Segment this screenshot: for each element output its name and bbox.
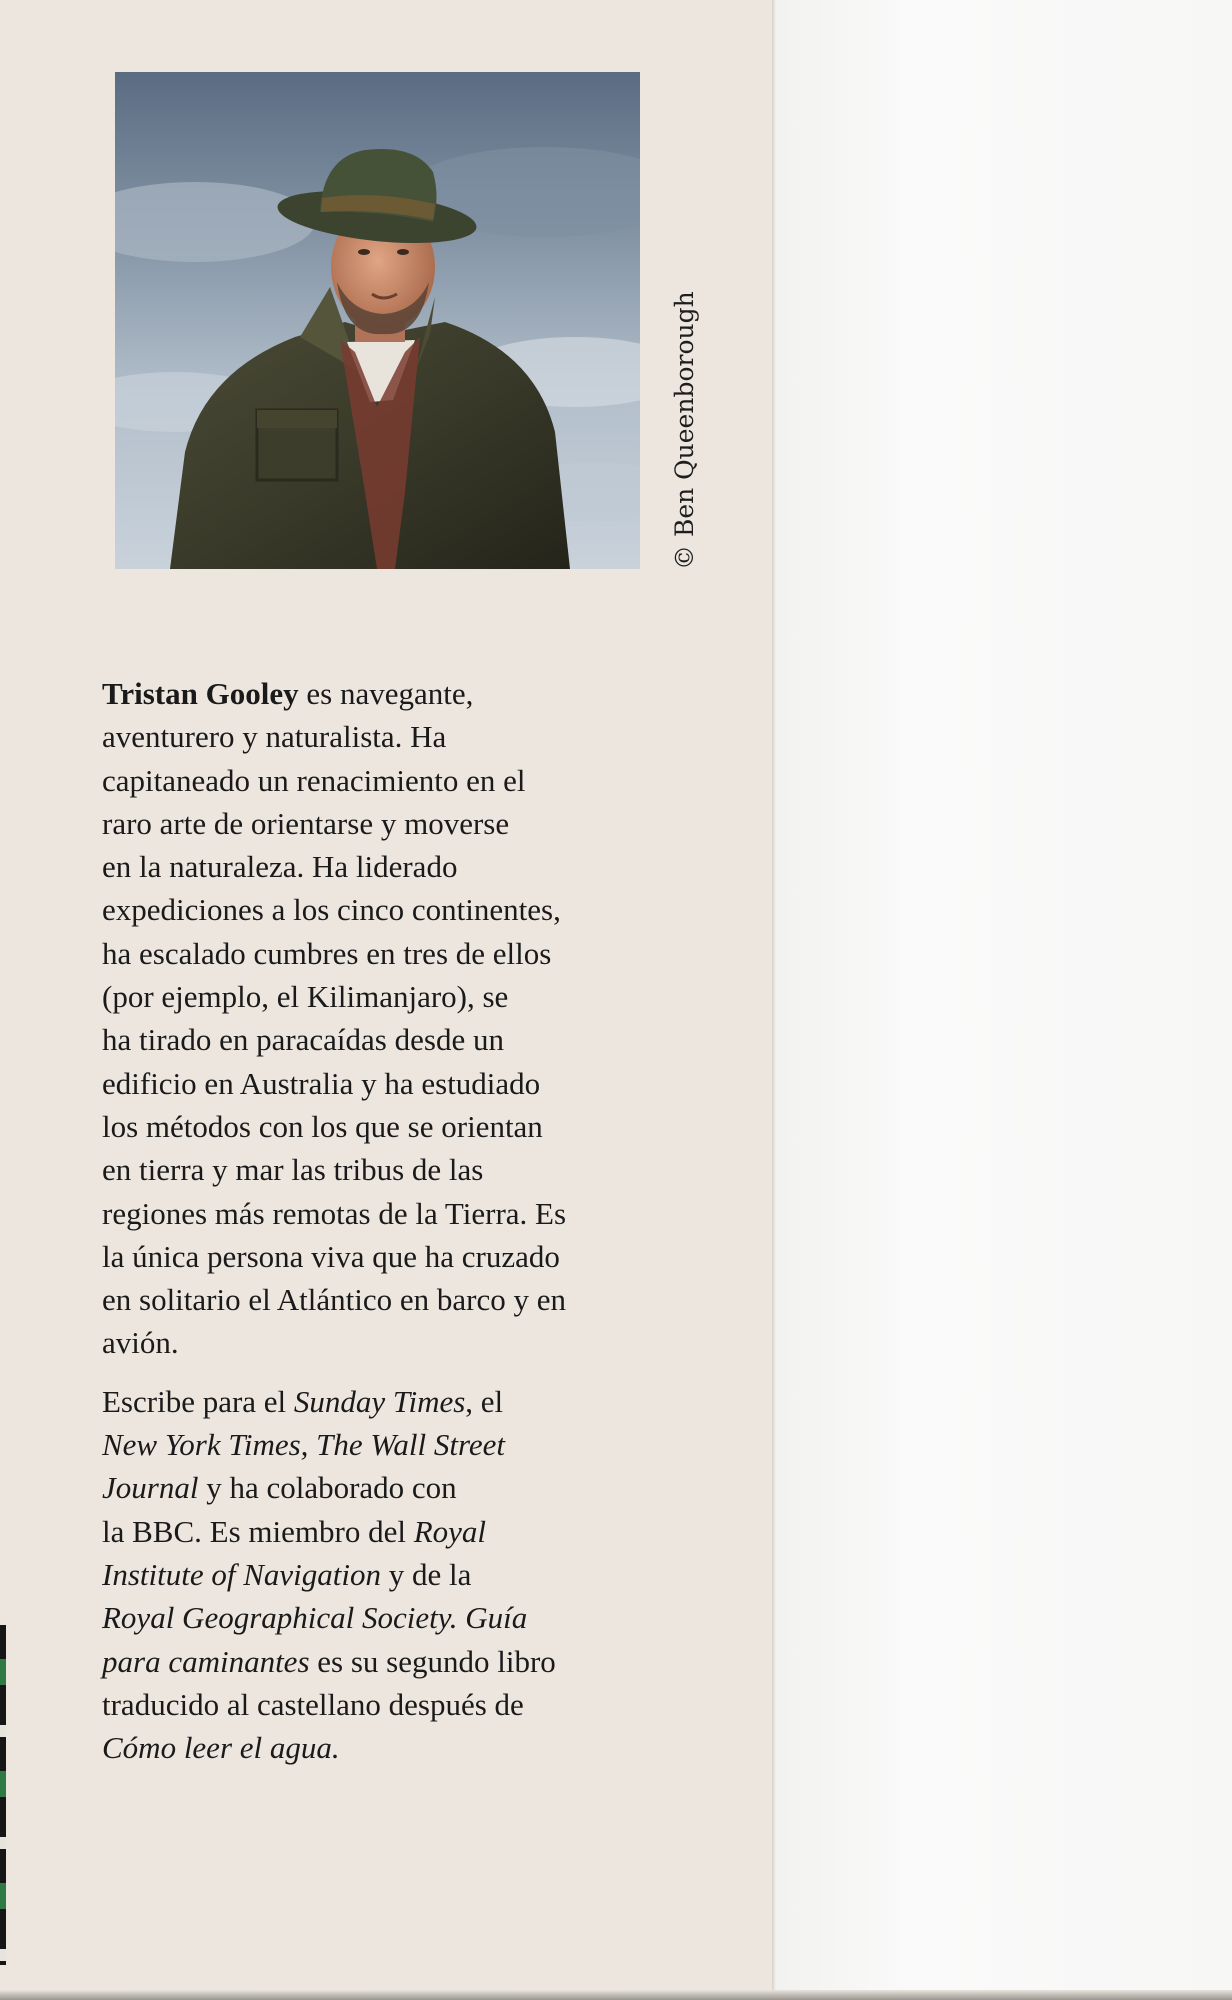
author-bio	[102, 672, 682, 1769]
bio-line: la única persona viva que ha cruzado	[102, 1238, 560, 1274]
bio-line: en solitario el Atlántico en barco y en	[102, 1282, 566, 1318]
bio-line: Royal Geographical Society. Guía	[102, 1600, 528, 1636]
bio-line: traducido al castellano después de	[102, 1686, 524, 1722]
bio-line: avión.	[102, 1325, 179, 1361]
bio-line: capitaneado un renacimiento en el	[102, 762, 526, 798]
flap-edge	[772, 0, 776, 2000]
bio-line: Institute of Navigation y de la	[102, 1556, 472, 1592]
author-photo	[115, 72, 640, 569]
bio-line: la BBC. Es miembro del Royal	[102, 1513, 487, 1549]
bio-line: para caminantes es su segundo libro	[102, 1643, 556, 1679]
bio-line: aventurero y naturalista. Ha	[102, 719, 447, 755]
bio-line: en tierra y mar las tribus de las	[102, 1152, 484, 1188]
bio-line: ha tirado en paracaídas desde un	[102, 1022, 504, 1058]
bio-line: (por ejemplo, el Kilimanjaro), se	[102, 979, 509, 1015]
bio-line: ha escalado cumbres en tres de ellos	[102, 935, 552, 971]
photo-credit: © Ben Queenborough	[670, 291, 699, 570]
bio-line: edificio en Australia y ha estudiado	[102, 1065, 541, 1101]
bio-paragraph-2	[102, 1380, 682, 1770]
facing-page	[776, 0, 1232, 2000]
bio-line: regiones más remotas de la Tierra. Es	[102, 1195, 567, 1231]
bio-line: en la naturaleza. Ha liderado	[102, 849, 458, 885]
bio-line: expediciones a los cinco continentes,	[102, 892, 561, 928]
author-name: Tristan Gooley	[102, 676, 299, 711]
bio-line: Tristan Gooley es navegante,	[102, 676, 474, 711]
bio-line: Journal y ha colaborado con	[102, 1470, 457, 1506]
barcode-strip	[0, 1625, 6, 1965]
bio-paragraph-1	[102, 672, 682, 1365]
bio-line: Cómo leer el agua.	[102, 1730, 340, 1766]
bio-line: Escribe para el Sunday Times, el	[102, 1383, 504, 1419]
page-bottom-edge	[0, 1990, 1232, 2000]
bio-line: New York Times, The Wall Street	[102, 1427, 506, 1463]
bio-line: raro arte de orientarse y moverse	[102, 805, 510, 841]
bio-line: los métodos con los que se orientan	[102, 1108, 543, 1144]
